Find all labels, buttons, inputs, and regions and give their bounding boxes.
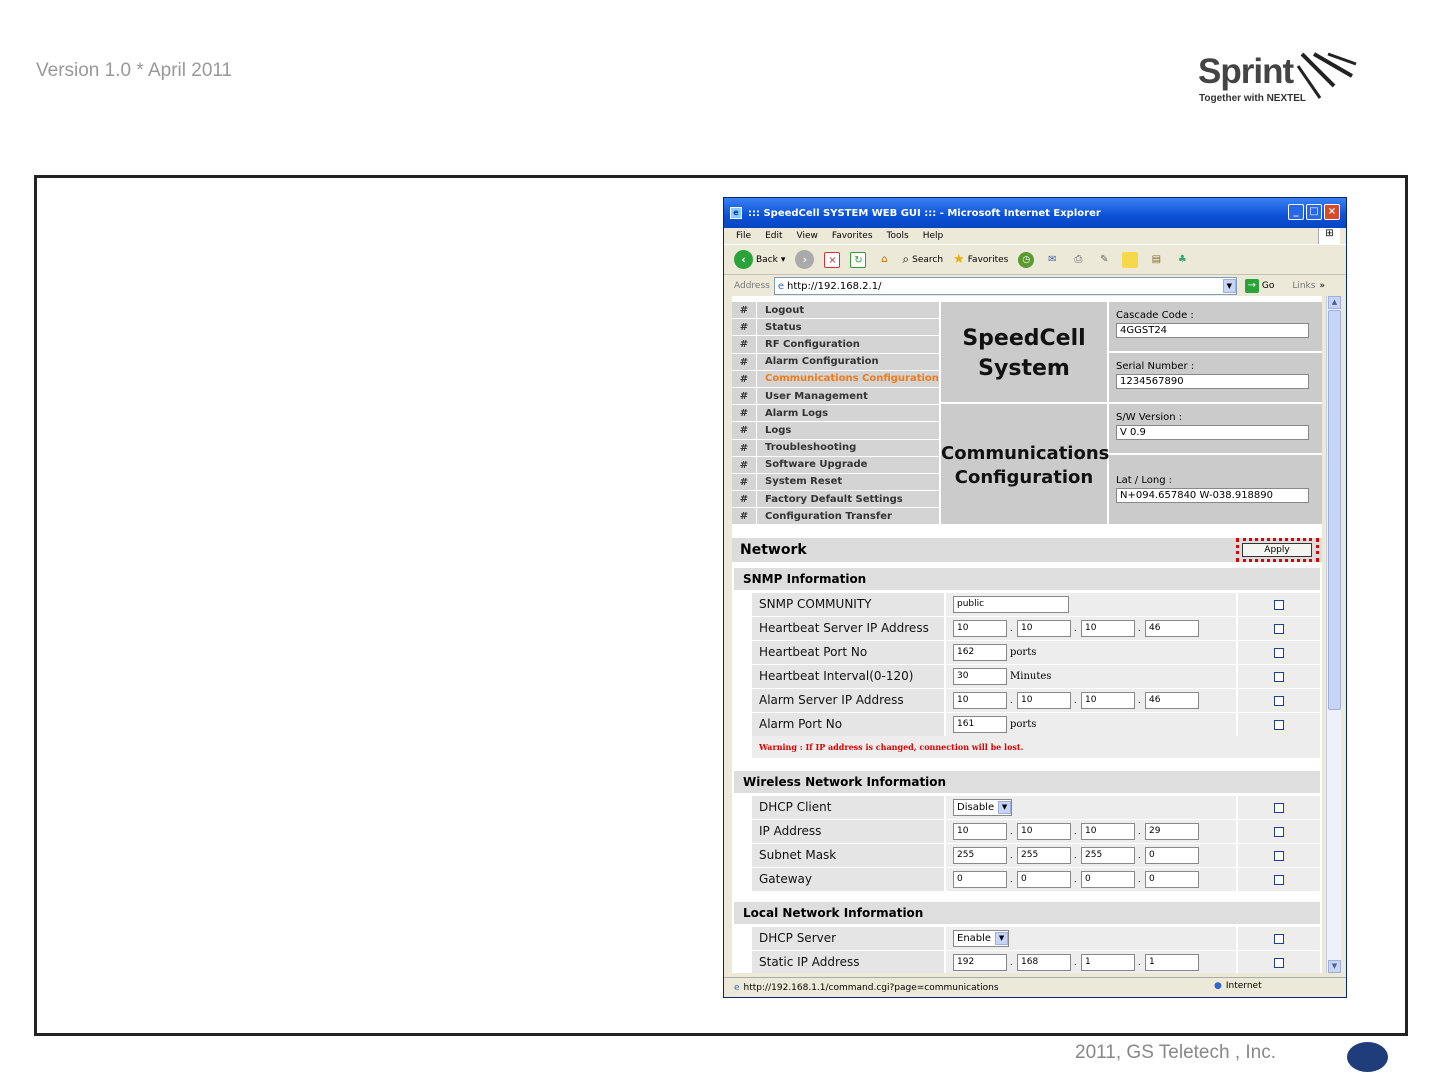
gw-octet2[interactable]: 0	[1017, 871, 1071, 888]
snmp-community-checkbox[interactable]	[1274, 600, 1284, 610]
research-icon[interactable]: ▤	[1151, 253, 1162, 265]
nav-configuration-transfer[interactable]	[732, 508, 939, 525]
vertical-scrollbar[interactable]	[1326, 296, 1341, 973]
static-ip-row: Static IP Address 192 . 168 . 1 . 1	[752, 951, 1320, 973]
page-icon: e	[777, 280, 784, 292]
nav-label: Configuration Transfer	[765, 510, 892, 522]
address-input[interactable]	[774, 277, 1237, 295]
alarm-ip-row: Alarm Server IP Address 10 . 10 . 10 . 46	[752, 689, 1320, 712]
menu-view[interactable]: View	[796, 231, 818, 241]
nav-label: Logs	[765, 424, 792, 436]
page-number-badge	[1347, 1042, 1388, 1072]
copyright: 2011, GS Teletech , Inc.	[1075, 1042, 1277, 1063]
menu-favorites[interactable]: Favorites	[831, 231, 873, 241]
nav-logs[interactable]	[732, 422, 939, 439]
alarm-ip-checkbox[interactable]	[1274, 696, 1284, 706]
menu-bar	[724, 228, 1346, 245]
heartbeat-ip-label: Heartbeat Server IP Address	[752, 617, 946, 640]
nav-hash: #	[732, 371, 757, 387]
nav-hash: #	[732, 491, 757, 507]
alarm-port-input[interactable]: 161	[953, 716, 1007, 733]
nav-hash: #	[732, 319, 757, 335]
minimize-button[interactable]: _	[1288, 204, 1304, 220]
scroll-thumb[interactable]	[1328, 310, 1341, 710]
heartbeat-ip-octet1[interactable]: 10	[953, 620, 1007, 637]
heartbeat-port-input[interactable]: 162	[953, 644, 1007, 661]
menu-file[interactable]: File	[736, 231, 752, 241]
heartbeat-port-checkbox[interactable]	[1274, 648, 1284, 658]
cascade-code-cell	[1109, 302, 1322, 351]
close-button[interactable]: ×	[1324, 204, 1340, 220]
scroll-down-icon[interactable]: ▼	[1328, 960, 1341, 973]
nav-label: User Management	[765, 390, 868, 402]
dhcp-client-select[interactable]	[953, 799, 1012, 816]
ports-unit: ports	[1010, 647, 1037, 658]
print-icon[interactable]: ⎙	[1074, 253, 1083, 265]
page-title-line1: Communications	[941, 443, 1110, 464]
static-octet4[interactable]: 1	[1145, 954, 1199, 971]
nav-label: Alarm Configuration	[765, 356, 879, 368]
dhcp-server-row	[752, 927, 1320, 950]
nav-alarm-logs[interactable]	[732, 405, 939, 422]
system-title-line2: System	[978, 356, 1070, 381]
messenger-icon[interactable]: ♣	[1177, 253, 1187, 265]
static-octet2[interactable]: 168	[1017, 954, 1071, 971]
dhcp-server-value: Enable	[957, 933, 992, 944]
maximize-button[interactable]: □	[1306, 204, 1322, 220]
heartbeat-ip-octet4[interactable]: 46	[1145, 620, 1199, 637]
heartbeat-ip-octet2[interactable]: 10	[1017, 620, 1071, 637]
ip-octet2[interactable]: 10	[1017, 823, 1071, 840]
stop-icon[interactable]: ×	[824, 252, 840, 268]
nav-troubleshooting[interactable]	[732, 440, 939, 457]
heartbeat-port-label: Heartbeat Port No	[752, 641, 946, 664]
alarm-port-checkbox[interactable]	[1274, 720, 1284, 730]
edit-icon[interactable]: ✎	[1100, 253, 1109, 265]
heartbeat-ip-octet3[interactable]: 10	[1081, 620, 1135, 637]
nav-status[interactable]	[732, 319, 939, 336]
nav-label: Logout	[765, 304, 805, 316]
version-label: Version 1.0 * April 2011	[36, 60, 233, 81]
forward-button[interactable]: ›	[795, 250, 814, 269]
star-icon: ★	[953, 252, 965, 267]
mask-octet4[interactable]: 0	[1145, 847, 1199, 864]
nav-communications-configuration[interactable]	[732, 371, 939, 388]
snmp-section-header: SNMP Information	[734, 568, 1320, 590]
sw-version-cell	[1109, 404, 1322, 453]
alarm-ip-octet3[interactable]: 10	[1081, 692, 1135, 709]
title-bar	[724, 198, 1346, 228]
nav-software-upgrade[interactable]	[732, 457, 939, 474]
lat-long-label: Lat / Long :	[1116, 475, 1173, 486]
back-label: Back	[756, 254, 778, 265]
toolbar	[724, 245, 1346, 275]
sprint-logo	[1196, 52, 1366, 112]
apply-button[interactable]: Apply	[1242, 543, 1312, 557]
nav-system-reset[interactable]	[732, 474, 939, 491]
subnet-mask-label: Subnet Mask	[752, 844, 946, 867]
dhcp-client-row	[752, 796, 1320, 819]
heartbeat-interval-row	[752, 665, 1320, 688]
dhcp-server-label: DHCP Server	[752, 927, 946, 950]
mail-icon[interactable]: ✉	[1048, 253, 1057, 265]
snmp-community-label: SNMP COMMUNITY	[752, 593, 946, 616]
zone-label: Internet	[1225, 981, 1262, 991]
serial-number-cell	[1109, 353, 1322, 402]
dhcp-client-value: Disable	[957, 802, 995, 813]
nav-label: RF Configuration	[765, 338, 860, 350]
nav-hash: #	[732, 440, 757, 456]
alarm-port-label: Alarm Port No	[752, 713, 946, 736]
nav-hash: #	[732, 422, 757, 438]
gateway-label: Gateway	[752, 868, 946, 891]
nav-label: Communications Configuration	[765, 373, 939, 385]
status-url: http://192.168.1.1/command.cgi?page=communications	[743, 982, 999, 993]
ports-unit: ports	[1010, 719, 1037, 730]
gateway-checkbox[interactable]	[1274, 875, 1284, 885]
scroll-up-icon[interactable]: ▲	[1328, 296, 1341, 309]
sw-version-label: S/W Version :	[1116, 412, 1183, 423]
heartbeat-interval-input[interactable]: 30	[953, 668, 1007, 685]
serial-number-field: 1234567890	[1116, 374, 1309, 389]
static-ip-label: Static IP Address	[752, 951, 946, 973]
go-arrow-icon: →	[1245, 279, 1259, 293]
logo-brand: Sprint	[1198, 52, 1294, 91]
back-arrow-icon: ‹	[734, 250, 753, 269]
logo-tagline: Together with NEXTEL	[1199, 93, 1307, 104]
static-octet1[interactable]: 192	[953, 954, 1007, 971]
nav-label: Troubleshooting	[765, 442, 857, 454]
static-ip-checkbox[interactable]	[1274, 958, 1284, 968]
nav-label: Software Upgrade	[765, 459, 868, 471]
mask-octet2[interactable]: 255	[1017, 847, 1071, 864]
nav-hash: #	[732, 336, 757, 352]
network-header: Network	[732, 538, 1322, 562]
go-label: Go	[1261, 281, 1275, 291]
nav-label: Factory Default Settings	[765, 493, 903, 505]
sprint-pin-icon	[1294, 52, 1358, 102]
alarm-ip-octet4[interactable]: 46	[1145, 692, 1199, 709]
chevron-down-icon: ▼	[995, 932, 1008, 945]
home-icon[interactable]: ⌂	[881, 253, 888, 265]
discuss-icon[interactable]	[1122, 252, 1138, 268]
address-dropdown-icon[interactable]: ▼	[1223, 279, 1236, 293]
nav-hash: #	[732, 457, 757, 473]
chevron-down-icon: ▼	[998, 801, 1011, 814]
chevron-icon[interactable]: »	[1319, 281, 1325, 291]
favorites-label: Favorites	[967, 254, 1009, 265]
status-bar	[724, 977, 1346, 997]
favorites-button[interactable]	[953, 252, 1008, 267]
back-button[interactable]: ‹ Back ▾	[734, 250, 785, 269]
nav-alarm-configuration[interactable]	[732, 354, 939, 371]
gw-octet1[interactable]: 0	[953, 871, 1007, 888]
menu-help[interactable]: Help	[922, 231, 944, 241]
dhcp-client-label: DHCP Client	[752, 796, 946, 819]
heartbeat-ip-checkbox[interactable]	[1274, 624, 1284, 634]
nav-hash: #	[732, 508, 757, 524]
window-title: ::: SpeedCell SYSTEM WEB GUI ::: - Microsoft Internet Explorer	[748, 207, 1101, 219]
address-label: Address	[734, 281, 770, 291]
ip-octet3[interactable]: 10	[1081, 823, 1135, 840]
ip-change-warning: Warning : If IP address is changed, connection will be lost.	[752, 736, 1320, 758]
gateway-row: Gateway 0 . 0 . 0 . 0	[752, 868, 1320, 891]
wireless-section-header: Wireless Network Information	[734, 771, 1320, 793]
address-value: http://192.168.2.1/	[787, 280, 882, 292]
heartbeat-interval-label: Heartbeat Interval(0-120)	[752, 665, 946, 688]
nav-rf-configuration[interactable]	[732, 336, 939, 353]
windows-logo-icon: ⊞	[1318, 228, 1340, 244]
status-page-icon: e	[734, 982, 740, 993]
dhcp-client-checkbox[interactable]	[1274, 803, 1284, 813]
cascade-code-label: Cascade Code :	[1116, 310, 1194, 321]
history-icon[interactable]: ◷	[1018, 252, 1034, 268]
search-label: Search	[912, 254, 944, 265]
globe-icon: ●	[1214, 981, 1222, 991]
links-button[interactable]: Links	[1292, 281, 1316, 291]
snmp-community-row	[752, 593, 1320, 616]
search-icon: ⌕	[902, 252, 910, 266]
ie-icon: e	[730, 207, 742, 219]
alarm-port-row	[752, 713, 1320, 736]
heartbeat-port-row	[752, 641, 1320, 664]
ip-octet1[interactable]: 10	[953, 823, 1007, 840]
local-section-header: Local Network Information	[734, 902, 1320, 924]
nav-label: Status	[765, 321, 802, 333]
cascade-code-field: 4GGST24	[1116, 323, 1309, 338]
subnet-mask-row: Subnet Mask 255 . 255 . 255 . 0	[752, 844, 1320, 867]
menu-tools[interactable]: Tools	[886, 231, 909, 241]
refresh-icon[interactable]: ↻	[850, 252, 866, 268]
menu-edit[interactable]: Edit	[765, 231, 783, 241]
system-title-line1: SpeedCell	[962, 326, 1086, 351]
nav-label: Alarm Logs	[765, 407, 829, 419]
ip-address-checkbox[interactable]	[1274, 827, 1284, 837]
gw-octet4[interactable]: 0	[1145, 871, 1199, 888]
security-zone	[1214, 981, 1262, 991]
nav-user-management[interactable]	[732, 388, 939, 405]
snmp-community-input[interactable]: public	[953, 596, 1069, 613]
nav-logout[interactable]	[732, 302, 939, 319]
alarm-ip-octet2[interactable]: 10	[1017, 692, 1071, 709]
page-title-line2: Configuration	[954, 467, 1094, 488]
page-title	[941, 404, 1110, 524]
static-octet3[interactable]: 1	[1081, 954, 1135, 971]
search-button[interactable]	[902, 252, 943, 267]
go-button[interactable]	[1245, 279, 1274, 293]
serial-number-label: Serial Number :	[1116, 361, 1195, 372]
heartbeat-interval-checkbox[interactable]	[1274, 672, 1284, 682]
alarm-ip-octet1[interactable]: 10	[953, 692, 1007, 709]
address-bar	[724, 275, 1346, 297]
nav-hash: #	[732, 405, 757, 421]
ip-address-row: IP Address 10 . 10 . 10 . 29	[752, 820, 1320, 843]
nav-hash: #	[732, 474, 757, 490]
lat-long-cell	[1109, 455, 1322, 524]
apply-highlight	[1236, 538, 1319, 562]
nav-hash: #	[732, 388, 757, 404]
subnet-mask-checkbox[interactable]	[1274, 851, 1284, 861]
ip-octet4[interactable]: 29	[1145, 823, 1199, 840]
mask-octet1[interactable]: 255	[953, 847, 1007, 864]
nav-menu	[732, 302, 939, 525]
system-title	[941, 302, 1107, 402]
nav-label: System Reset	[765, 476, 843, 488]
lat-long-field: N+094.657840 W-038.918890	[1116, 488, 1309, 503]
browser-window	[723, 197, 1347, 998]
alarm-ip-label: Alarm Server IP Address	[752, 689, 946, 712]
dhcp-server-select[interactable]	[953, 930, 1009, 947]
minutes-unit: Minutes	[1010, 671, 1052, 682]
gw-octet3[interactable]: 0	[1081, 871, 1135, 888]
ip-address-label: IP Address	[752, 820, 946, 843]
dhcp-server-checkbox[interactable]	[1274, 934, 1284, 944]
page-content	[732, 296, 1322, 973]
nav-hash: #	[732, 302, 757, 318]
sw-version-field: V 0.9	[1116, 425, 1309, 440]
nav-hash: #	[732, 354, 757, 370]
nav-factory-default-settings[interactable]	[732, 491, 939, 508]
heartbeat-ip-row: Heartbeat Server IP Address 10 . 10 . 10 . 46	[752, 617, 1320, 640]
mask-octet3[interactable]: 255	[1081, 847, 1135, 864]
